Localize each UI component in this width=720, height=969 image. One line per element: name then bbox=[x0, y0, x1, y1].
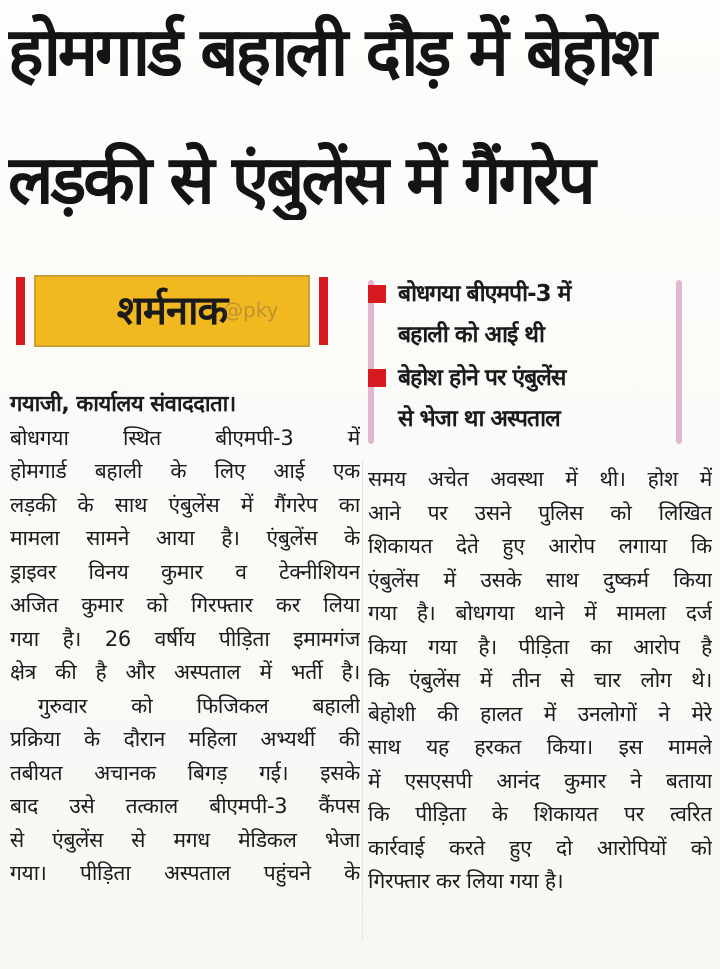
highlight-item bbox=[398, 358, 668, 440]
article-line: तबीयत अचानक बिगड़ गई। इसके bbox=[10, 760, 360, 785]
tag-left-bar bbox=[16, 277, 25, 345]
category-tag bbox=[8, 275, 336, 349]
highlight-line: से भेजा था अस्पताल bbox=[398, 406, 560, 432]
red-square-bullet-icon bbox=[368, 285, 386, 303]
article-line: अजित कुमार को गिरफ्तार कर लिया bbox=[10, 593, 360, 617]
article-line: शिकायत देते हुए आरोप लगाया कि bbox=[368, 534, 712, 558]
article-line: साथ यह हरकत किया। इस मामले bbox=[368, 735, 712, 759]
article-line: आने पर उसने पुलिस को लिखित bbox=[368, 500, 712, 525]
article-line: समय अचेत अवस्था में थी। होश में bbox=[368, 467, 712, 491]
article-line: एंबुलेंस में उसके साथ दुष्कर्म किया bbox=[368, 567, 712, 592]
article-line: प्रक्रिया के दौरान महिला अभ्यर्थी की bbox=[10, 727, 360, 751]
article-line: गिरफ्तार कर लिया गया है। bbox=[368, 869, 564, 893]
article-line: किया गया है। पीड़िता का आरोप है bbox=[368, 634, 712, 659]
column-divider bbox=[362, 460, 363, 940]
headline-line-2: लड़की से एंबुलेंस में गैंगरेप bbox=[8, 141, 593, 219]
article-line: क्षेत्र की है और अस्पताल में भर्ती है। bbox=[10, 660, 360, 684]
article-line: बाद उसे तत्काल बीएमपी-3 कैंपस bbox=[10, 794, 360, 818]
highlight-item bbox=[398, 274, 668, 356]
highlight-line: बेहोश होने पर एंबुलेंस bbox=[398, 365, 566, 391]
article-line: कि पीड़िता के शिकायत पर त्वरित bbox=[368, 802, 712, 826]
article-line: लड़की के साथ एंबुलेंस में गैंगरेप का bbox=[10, 492, 360, 517]
highlights-right-bar bbox=[676, 280, 682, 444]
article-line: कार्रवाई करते हुए दो आरोपियों को bbox=[368, 835, 712, 860]
red-square-bullet-icon bbox=[368, 369, 386, 387]
article-line: मामला सामने आया है। एंबुलेंस के bbox=[10, 526, 360, 550]
article-line: बोधगया स्थित बीएमपी-3 में bbox=[10, 425, 360, 450]
highlight-line: बहाली को आई थी bbox=[398, 322, 544, 348]
article-line: ड्राइवर विनय कुमार व टेक्नीशियन bbox=[10, 559, 360, 584]
article-line: बेहोशी की हालत में उनलोगों ने मेरे bbox=[368, 701, 712, 726]
article-column-right bbox=[368, 463, 712, 899]
tag-label: शर्मनाक bbox=[116, 288, 228, 334]
article-column-left bbox=[10, 388, 360, 891]
watermark-text: @pky bbox=[223, 298, 279, 322]
article-line: से एंबुलेंस से मगध मेडिकल भेजा bbox=[10, 827, 360, 852]
article-line: गुरुवार को फिजिकल बहाली bbox=[38, 693, 360, 718]
tag-right-bar bbox=[319, 277, 328, 345]
article-line: गया है। बोधगया थाने में मामला दर्ज bbox=[368, 601, 712, 625]
dateline: गयाजी, कार्यालय संवाददाता। bbox=[10, 392, 236, 417]
highlights-box bbox=[364, 272, 686, 448]
article-line: गया। पीड़िता अस्पताल पहुंचने के bbox=[10, 861, 360, 885]
article-line: में एसएसपी आनंद कुमार ने बताया bbox=[368, 768, 712, 793]
article-line: गया है। 26 वर्षीय पीड़िता इमामगंज bbox=[10, 626, 360, 651]
highlight-line: बोधगया बीएमपी-3 में bbox=[398, 281, 571, 307]
highlights-left-bar bbox=[368, 280, 374, 444]
article-line: होमगार्ड बहाली के लिए आई एक bbox=[10, 459, 360, 483]
article-line: कि एंबुलेंस में तीन से चार लोग थे। bbox=[368, 668, 712, 692]
headline-line-1: होमगार्ड बहाली दौड़ में बेहोश bbox=[8, 13, 654, 91]
